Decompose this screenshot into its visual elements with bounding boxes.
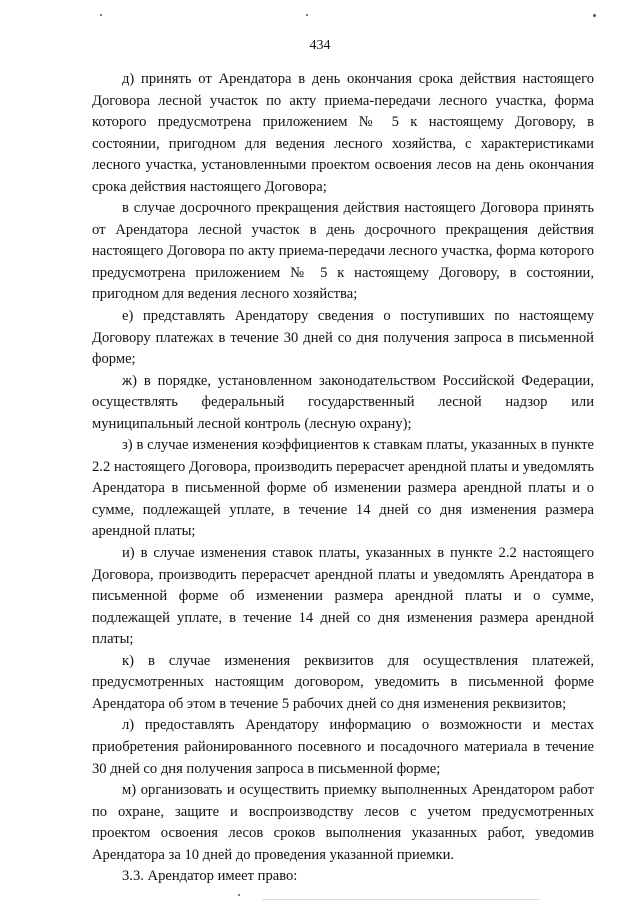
paragraph-i: и) в случае изменения ставок платы, указанных в пункте 2.2 настоящего Договора, производить перерасчет арендной платы и уведомлять Арендатора в письменной форме об изменении размера арендной платы и о сумме, подлежащей уплате, в течение 14 дней со дня изменения размера арендной платы; <box>92 545 594 648</box>
scan-edge-line <box>262 899 540 900</box>
paragraph-m: м) организовать и осуществить приемку выполненных Арендатором работ по охране, защите и воспроизводству лесов с учетом предусмотренных проектом освоения лесов сроков выполнения указанных работ, уведомив Арендатора за 10 дней до проведения указанной приемки. <box>92 782 594 863</box>
section-heading-3-3: 3.3. Арендатор имеет право: <box>122 868 298 885</box>
paragraph-l: л) предоставлять Арендатору информацию о возможности и местах приобретения районированного посевного и посадочного материала в течение 30 дней со дня получения запроса в письменной форме; <box>92 717 594 777</box>
paragraph-k: к) в случае изменения реквизитов для осуществления платежей, предусмотренных настоящим договором, уведомить в письменной форме Арендатора об этом в течение 5 рабочих дней со дня изменения реквизитов; <box>92 652 594 712</box>
page-number: 434 <box>309 38 331 53</box>
scan-speck <box>238 894 240 896</box>
paragraph-z: з) в случае изменения коэффициентов к ставкам платы, указанных в пункте 2.2 настоящего Договора, производить перерасчет арендной платы и уведомлять Арендатора в письменной форме об изменении размера арендной платы и о сумме, подлежащей уплате, в течение 14 дней со дня изменения размера арендной платы; <box>92 437 594 540</box>
paragraph-d: д) принять от Арендатора в день окончания срока действия настоящего Договора лесной участок по акту приема-передачи лесного участка, форма которого предусмотрена приложением № 5 к настоящему Договору, в состоянии, пригодном для ведения лесного хозяйства, с характеристиками лесного участка, установленными проектом освоения лесов на день окончания срока действия настоящего Договора; <box>92 71 594 195</box>
paragraph-zh: ж) в порядке, установленном законодательством Российской Федерации, осуществлять федеральный государственный лесной надзор или муниципальный лесной контроль (лесную охрану); <box>92 372 594 432</box>
scan-speck <box>593 14 596 17</box>
scan-speck <box>100 14 102 16</box>
scan-speck <box>306 14 308 16</box>
paragraph-early-termination: в случае досрочного прекращения действия настоящего Договора принять от Арендатора лесной участок в день досрочного прекращения действия настоящего Договора по акту приема-передачи лесного участка, форма которого предусмотрена приложением № 5 к настоящему Договору, в состоянии, пригодном для ведения лесного хозяйства; <box>92 200 594 303</box>
document-body <box>92 69 594 888</box>
paragraph-e: е) представлять Арендатору сведения о поступивших по настоящему Договору платежах в течение 30 дней со дня получения запроса в письменной форме; <box>92 308 594 368</box>
